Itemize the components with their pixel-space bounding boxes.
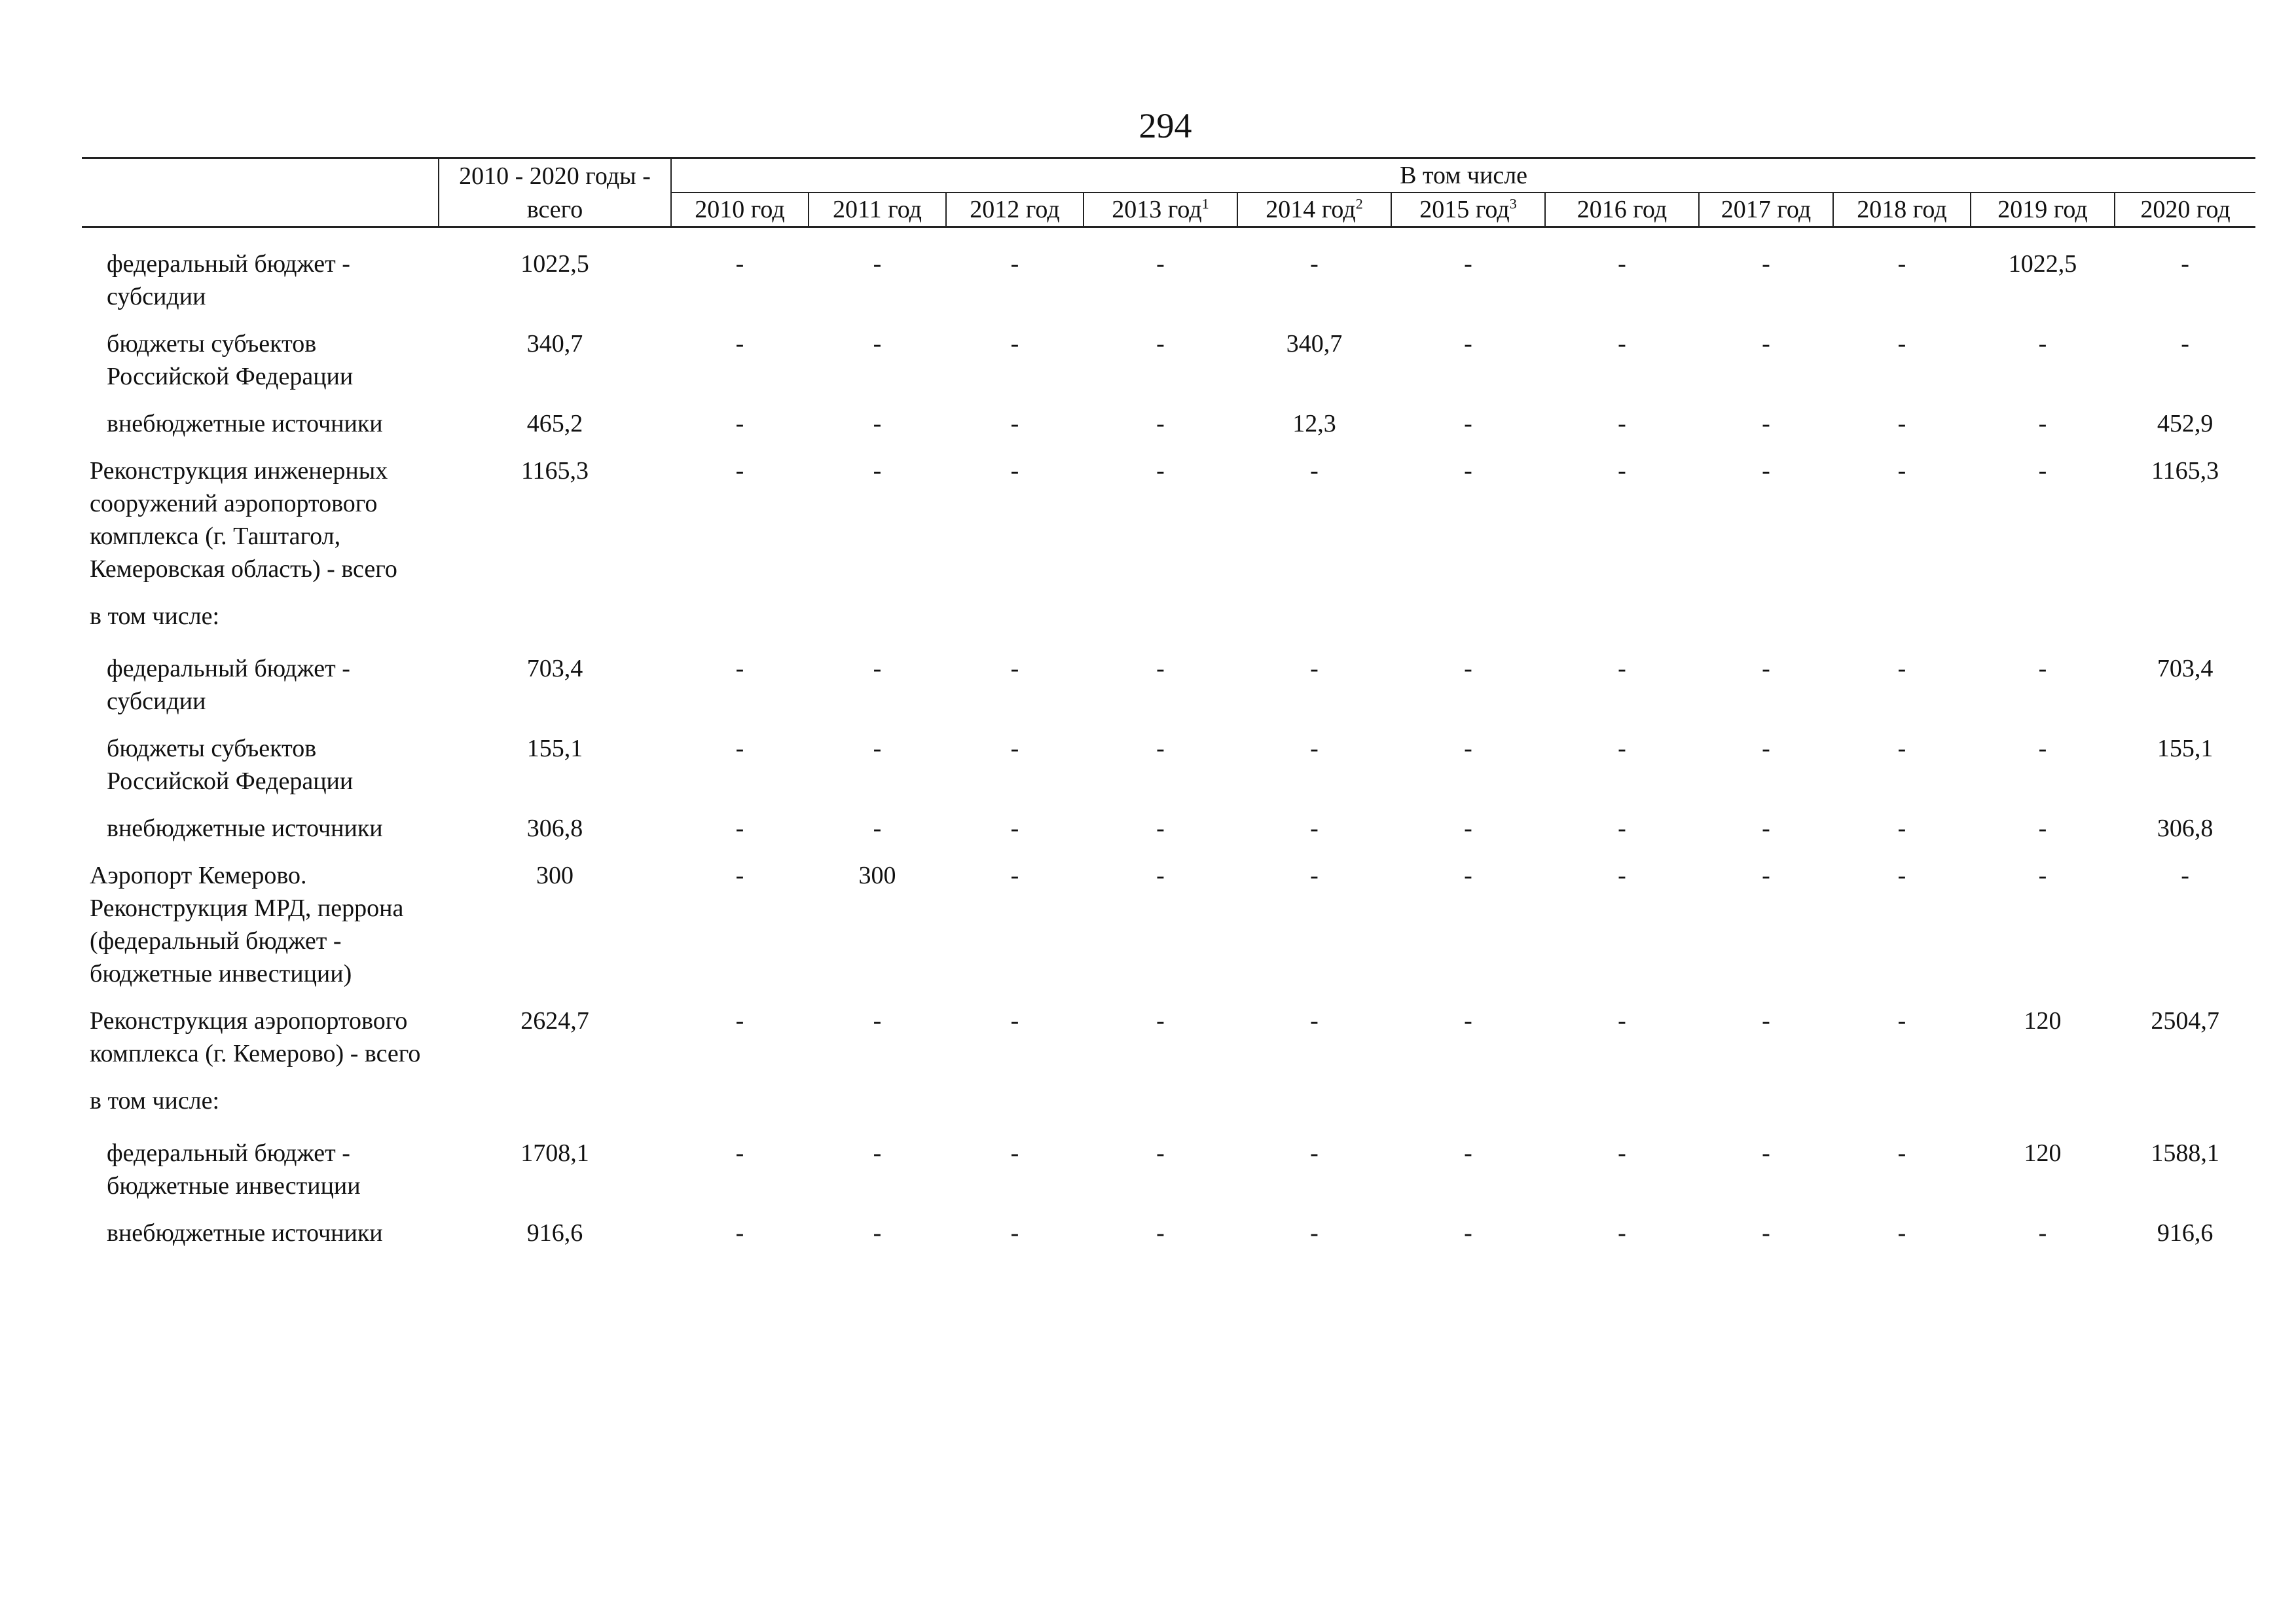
row-label: Реконструкция инженерных сооружений аэропортового комплекса (г. Таштагол, Кемеровская область) - всего <box>90 457 397 583</box>
year-value: - <box>1618 815 1626 842</box>
year-value: - <box>1618 862 1626 889</box>
year-value: - <box>873 410 882 437</box>
header-year: 2017 год <box>1699 193 1833 227</box>
year-value: - <box>1310 655 1319 682</box>
year-value: - <box>1010 1007 1019 1035</box>
year-value: - <box>1897 410 1906 437</box>
year-value: - <box>873 330 882 358</box>
year-value: - <box>1310 457 1319 485</box>
year-value: 452,9 <box>2157 410 2214 437</box>
year-value: - <box>1897 457 1906 485</box>
year-value: - <box>1464 735 1472 762</box>
year-value: - <box>873 815 882 842</box>
year-value: - <box>735 655 744 682</box>
header-label-cell <box>82 193 439 227</box>
year-value: - <box>735 1139 744 1167</box>
row-label: внебюджетные источники <box>107 410 383 437</box>
year-value: - <box>1897 862 1906 889</box>
year-value: 300 <box>858 862 896 889</box>
table-row <box>82 812 2255 859</box>
year-value: - <box>735 330 744 358</box>
row-label: федеральный бюджет - бюджетные инвестиции <box>107 1139 361 1200</box>
header-year: 2019 год <box>1971 193 2115 227</box>
year-value: - <box>1156 457 1165 485</box>
page-number: 294 <box>1139 106 1192 145</box>
footnote-mark: 1 <box>1201 195 1209 212</box>
footnote-mark: 2 <box>1355 195 1363 212</box>
year-value: - <box>1464 330 1472 358</box>
year-value: - <box>1897 1007 1906 1035</box>
year-value: 306,8 <box>2157 815 2214 842</box>
year-value: - <box>2181 862 2189 889</box>
year-value: - <box>1618 330 1626 358</box>
year-value: - <box>1897 815 1906 842</box>
year-value: - <box>1618 1139 1626 1167</box>
year-value: - <box>873 735 882 762</box>
year-value: - <box>1897 735 1906 762</box>
year-value: - <box>1010 457 1019 485</box>
year-value: - <box>1762 735 1770 762</box>
year-value: 2504,7 <box>2151 1007 2219 1035</box>
year-value: - <box>1156 1219 1165 1247</box>
year-value: - <box>1464 655 1472 682</box>
year-value: - <box>1010 815 1019 842</box>
year-value: - <box>1010 735 1019 762</box>
year-value: - <box>735 735 744 762</box>
year-value: - <box>1618 457 1626 485</box>
header-label-cell <box>82 158 439 193</box>
header-year: 2012 год <box>946 193 1084 227</box>
year-value: - <box>1010 1219 1019 1247</box>
year-value: - <box>1762 815 1770 842</box>
year-value: - <box>1310 862 1319 889</box>
table-row <box>82 1084 2255 1137</box>
row-total: 916,6 <box>526 1219 583 1247</box>
year-value: - <box>1156 1139 1165 1167</box>
year-value: 120 <box>2024 1007 2062 1035</box>
year-value: - <box>1897 330 1906 358</box>
row-total: 1022,5 <box>520 250 589 278</box>
year-value: - <box>1010 250 1019 278</box>
year-value: - <box>1762 330 1770 358</box>
year-value: - <box>1464 862 1472 889</box>
row-label: бюджеты субъектов Российской Федерации <box>107 735 354 795</box>
row-label: Реконструкция аэропортового комплекса (г. Кемерово) - всего <box>90 1007 421 1067</box>
year-value: - <box>735 1219 744 1247</box>
year-value: - <box>1310 735 1319 762</box>
year-value: 1165,3 <box>2151 457 2219 485</box>
year-value: - <box>1762 410 1770 437</box>
year-value: - <box>1310 250 1319 278</box>
year-value: - <box>1762 1007 1770 1035</box>
header-year: 2018 год <box>1833 193 1971 227</box>
year-value: - <box>1010 330 1019 358</box>
table-row <box>82 327 2255 407</box>
row-total: 340,7 <box>526 330 583 358</box>
table-row <box>82 1137 2255 1217</box>
year-value: - <box>1464 410 1472 437</box>
year-value: 1022,5 <box>2008 250 2077 278</box>
year-value: - <box>1310 1219 1319 1247</box>
table-row <box>82 859 2255 1005</box>
year-value: - <box>1618 410 1626 437</box>
row-total: 465,2 <box>526 410 583 437</box>
year-value: - <box>735 815 744 842</box>
year-value: - <box>2038 815 2047 842</box>
row-label: в том числе: <box>90 602 220 630</box>
row-label: бюджеты субъектов Российской Федерации <box>107 330 354 390</box>
year-value: - <box>1762 1219 1770 1247</box>
row-total: 2624,7 <box>520 1007 589 1035</box>
year-value: - <box>1156 330 1165 358</box>
year-value: - <box>1464 1007 1472 1035</box>
header-total: 2010 - 2020 годы - <box>439 158 671 193</box>
year-value: - <box>2181 330 2189 358</box>
year-value: - <box>1156 735 1165 762</box>
year-value: - <box>1156 1007 1165 1035</box>
year-value: - <box>1762 655 1770 682</box>
year-value: - <box>2181 250 2189 278</box>
year-value: - <box>1897 655 1906 682</box>
header-year: 2013 год$^1$ <box>1084 193 1237 227</box>
year-value: - <box>1618 1007 1626 1035</box>
year-value: - <box>1618 655 1626 682</box>
year-value: - <box>1464 250 1472 278</box>
year-value: - <box>873 655 882 682</box>
year-value: 1588,1 <box>2151 1139 2219 1167</box>
year-value: - <box>2038 410 2047 437</box>
year-value: - <box>873 250 882 278</box>
year-value: - <box>735 457 744 485</box>
row-label: федеральный бюджет - субсидии <box>107 250 350 310</box>
row-label: Аэропорт Кемерово. Реконструкция МРД, перрона (федеральный бюджет - бюджетные инвестиции) <box>90 862 404 987</box>
year-value: - <box>1310 815 1319 842</box>
table-body <box>82 227 2255 1264</box>
row-label: внебюджетные источники <box>107 1219 383 1247</box>
header-year: 2016 год <box>1545 193 1699 227</box>
year-value: - <box>1464 457 1472 485</box>
header-group-label: В том числе <box>671 158 2255 193</box>
year-value: - <box>873 457 882 485</box>
year-value: - <box>1156 410 1165 437</box>
year-value: 120 <box>2024 1139 2062 1167</box>
table-row <box>82 454 2255 600</box>
year-value: - <box>1310 1007 1319 1035</box>
year-value: - <box>2038 862 2047 889</box>
year-value: - <box>1897 1219 1906 1247</box>
row-total: 306,8 <box>526 815 583 842</box>
header-year: 2014 год$^2$ <box>1237 193 1391 227</box>
year-value: - <box>735 250 744 278</box>
year-value: - <box>1762 862 1770 889</box>
year-value: - <box>2038 655 2047 682</box>
year-value: - <box>2038 1219 2047 1247</box>
year-value: - <box>2038 457 2047 485</box>
year-value: 155,1 <box>2157 735 2214 762</box>
row-total: 1165,3 <box>520 457 589 485</box>
year-value: - <box>1010 862 1019 889</box>
year-value: - <box>1762 1139 1770 1167</box>
year-value: - <box>1156 862 1165 889</box>
year-value: - <box>2038 330 2047 358</box>
row-total: 300 <box>536 862 574 889</box>
year-value: 703,4 <box>2157 655 2214 682</box>
year-value: - <box>735 862 744 889</box>
year-value: - <box>1618 1219 1626 1247</box>
table-row <box>82 1005 2255 1084</box>
year-value: 12,3 <box>1292 410 1336 437</box>
year-value: - <box>735 1007 744 1035</box>
year-value: - <box>873 1139 882 1167</box>
year-value: - <box>1310 1139 1319 1167</box>
year-value: 916,6 <box>2157 1219 2214 1247</box>
budget-table <box>82 157 2255 1264</box>
year-value: - <box>1464 1219 1472 1247</box>
header-year: 2011 год <box>809 193 946 227</box>
footnote-mark: 3 <box>1509 195 1517 212</box>
row-total: 155,1 <box>526 735 583 762</box>
year-value: - <box>873 1007 882 1035</box>
year-value: - <box>1762 457 1770 485</box>
year-value: - <box>1618 735 1626 762</box>
table-row <box>82 407 2255 454</box>
row-label: федеральный бюджет - субсидии <box>107 655 350 715</box>
year-value: - <box>1897 1139 1906 1167</box>
row-total: 1708,1 <box>520 1139 589 1167</box>
year-value: - <box>1010 1139 1019 1167</box>
table-row <box>82 1217 2255 1264</box>
table-row <box>82 600 2255 652</box>
year-value: - <box>1156 815 1165 842</box>
header-total-sub: всего <box>439 193 671 227</box>
row-label: внебюджетные источники <box>107 815 383 842</box>
table-row <box>82 732 2255 812</box>
header-year: 2010 год <box>671 193 809 227</box>
table-row <box>82 248 2255 327</box>
header-year: 2020 год <box>2115 193 2255 227</box>
year-value: - <box>1897 250 1906 278</box>
year-value: - <box>735 410 744 437</box>
table-header <box>82 158 2255 227</box>
year-value: - <box>1010 655 1019 682</box>
year-value: - <box>1156 250 1165 278</box>
table-row <box>82 652 2255 732</box>
row-total: 703,4 <box>526 655 583 682</box>
year-value: - <box>1464 815 1472 842</box>
year-value: - <box>1156 655 1165 682</box>
year-value: 340,7 <box>1286 330 1343 358</box>
year-value: - <box>873 1219 882 1247</box>
year-value: - <box>1762 250 1770 278</box>
year-value: - <box>1618 250 1626 278</box>
year-value: - <box>1010 410 1019 437</box>
year-value: - <box>2038 735 2047 762</box>
row-label: в том числе: <box>90 1087 220 1115</box>
year-value: - <box>1464 1139 1472 1167</box>
header-year: 2015 год$^3$ <box>1391 193 1545 227</box>
